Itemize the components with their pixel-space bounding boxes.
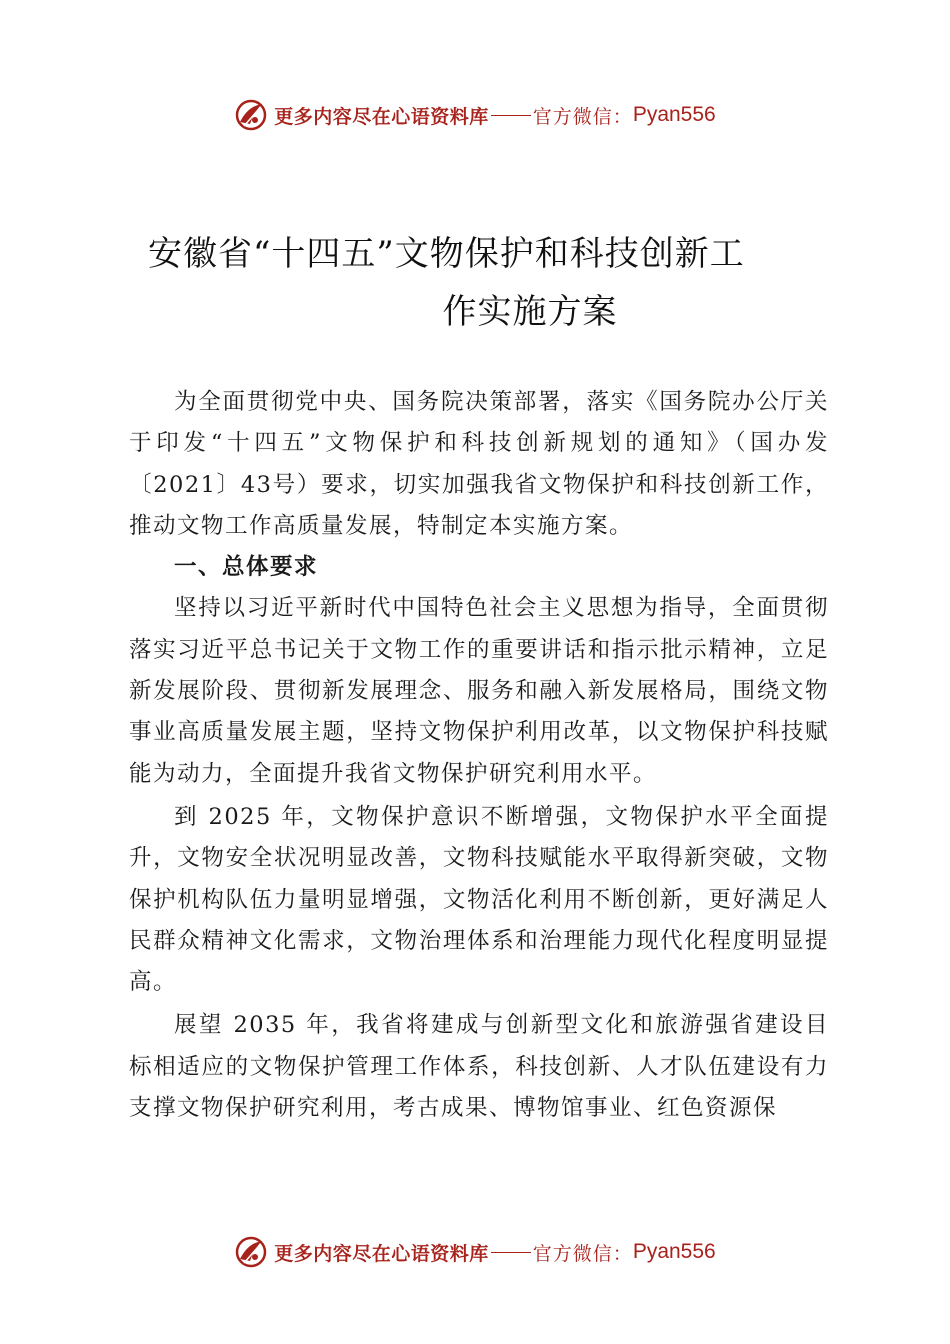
brand-logo-icon bbox=[234, 98, 268, 132]
brand-logo-icon bbox=[234, 1235, 268, 1269]
banner-separator bbox=[491, 115, 531, 116]
banner-official-label: 官方微信： bbox=[532, 1242, 633, 1265]
document-body bbox=[129, 382, 829, 1129]
banner-brand-text: 更多内容尽在心语资料库 bbox=[274, 105, 489, 128]
banner-official-label: 官方微信： bbox=[532, 105, 633, 128]
banner-wechat-id: Pyan556 bbox=[632, 103, 716, 126]
section-heading: 一、总体要求 bbox=[174, 554, 319, 581]
title-line-2: 作实施方案 bbox=[442, 292, 618, 332]
document-title bbox=[120, 225, 830, 341]
intro-paragraph: 为全面贯彻党中央、国务院决策部署，落实《国务院办公厅关于印发“十四五”文物保护和科技创新规划的通知》（国办发〔2021〕43号）要求，切实加强我省文物保护和科技创新工作，推动文物工作高质量发展，特制定本实施方案。 bbox=[129, 389, 829, 539]
body-paragraph: 坚持以习近平新时代中国特色社会主义思想为指导，全面贯彻落实习近平总书记关于文物工作的重要讲话和指示批示精神，立足新发展阶段、贯彻新发展理念、服务和融入新发展格局，围绕文物事业高质量发展主题，坚持文物保护利用改革，以文物保护科技赋能为动力，全面提升我省文物保护研究利用水平。 bbox=[129, 595, 829, 787]
footer-banner bbox=[0, 1232, 950, 1272]
header-banner bbox=[0, 95, 950, 135]
banner-separator bbox=[491, 1252, 531, 1253]
banner-brand-text: 更多内容尽在心语资料库 bbox=[274, 1242, 489, 1265]
body-paragraph: 展望 2035 年，我省将建成与创新型文化和旅游强省建设目标相适应的文物保护管理工作体系，科技创新、人才队伍建设有力支撑文物保护研究利用，考古成果、博物馆事业、红色资源保 bbox=[129, 1012, 829, 1122]
banner-wechat-id: Pyan556 bbox=[632, 1240, 716, 1263]
title-line-1: 安徽省“十四五”文物保护和科技创新工 bbox=[148, 234, 745, 274]
body-paragraph: 到 2025 年，文物保护意识不断增强，文物保护水平全面提升，文物安全状况明显改善，文物科技赋能水平取得新突破，文物保护机构队伍力量明显增强，文物活化利用不断创新，更好满足人民群众精神文化需求，文物治理体系和治理能力现代化程度明显提高。 bbox=[129, 803, 829, 996]
